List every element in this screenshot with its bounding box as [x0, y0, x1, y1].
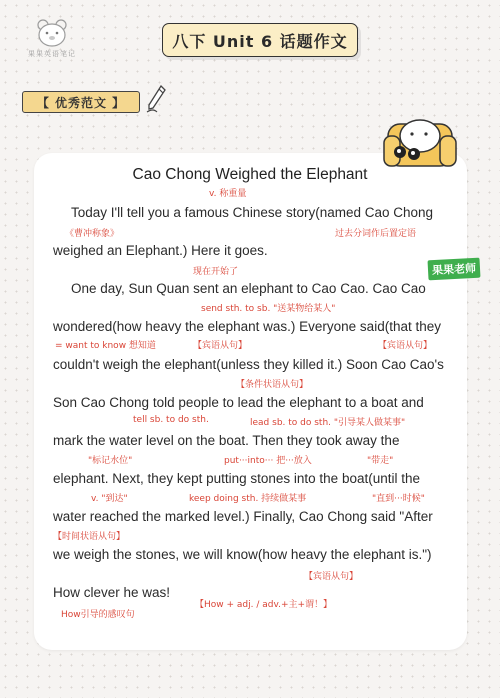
- note: 【宾语从句】: [378, 341, 433, 351]
- logo-caption: 果果英语笔记: [28, 50, 76, 58]
- watermark: 果果老师: [428, 258, 481, 281]
- note: 【宾语从句】: [193, 341, 248, 351]
- story-line: Son Cao Chong told people to lead the elephant to a boat and: [53, 395, 424, 410]
- pen-icon: [145, 84, 167, 114]
- note: = want to know 想知道: [55, 341, 156, 351]
- note: "带走": [367, 456, 394, 466]
- note: 【How + adj. / adv.+主+谓！】: [195, 600, 333, 610]
- story-line: Today I'll tell you a famous Chinese story(named Cao Chong: [71, 205, 434, 220]
- sofa-character-icon: [382, 106, 458, 172]
- note: lead sb. to do sth. "引导某人做某事": [250, 418, 406, 428]
- note: send sth. to sb. "送某物给某人": [201, 304, 336, 314]
- note: 《曹冲称象》: [65, 229, 120, 239]
- note: v. "到达": [91, 494, 128, 504]
- story-line: elephant. Next, they kept putting stones into the boat(until the: [53, 471, 420, 486]
- section-tag: 【 优秀范文 】: [22, 91, 140, 113]
- note: 【条件状语从句】: [236, 380, 309, 390]
- note: keep doing sth. 持续做某事: [189, 494, 307, 504]
- story-line: wondered(how heavy the elephant was.) Everyone said(that they: [53, 319, 441, 334]
- story-line: weighed an Elephant.) Here it goes.: [53, 243, 268, 258]
- brand-logo: [22, 18, 82, 59]
- story-title: Cao Chong Weighed the Elephant: [132, 166, 368, 183]
- note: tell sb. to do sth.: [133, 415, 209, 425]
- story-line: mark the water level on the boat. Then they took away the: [53, 433, 400, 448]
- story-line: One day, Sun Quan sent an elephant to Cao Cao. Cao Cao: [71, 281, 426, 296]
- note: "直到···时候": [372, 494, 425, 504]
- page-title: 八下 Unit 6 话题作文: [162, 23, 358, 57]
- story-line: water reached the marked level.) Finally, Cao Chong said "After: [53, 509, 433, 524]
- note: 【宾语从句】: [304, 572, 359, 582]
- note: put···into··· 把···放入: [224, 456, 312, 466]
- bear-face-icon: [35, 18, 69, 48]
- note: 现在开始了: [193, 267, 239, 277]
- story-line: How clever he was!: [53, 585, 171, 600]
- note: v. 称重量: [209, 189, 247, 199]
- story-line: we weigh the stones, we will know(how heavy the elephant is."): [53, 547, 432, 562]
- story-line: couldn't weigh the elephant(unless they killed it.) Soon Cao Cao's: [53, 357, 444, 372]
- note: 过去分词作后置定语: [335, 229, 417, 239]
- note: "标记水位": [88, 456, 133, 466]
- note: How引导的感叹句: [61, 610, 135, 620]
- note: 【时间状语从句】: [53, 532, 126, 542]
